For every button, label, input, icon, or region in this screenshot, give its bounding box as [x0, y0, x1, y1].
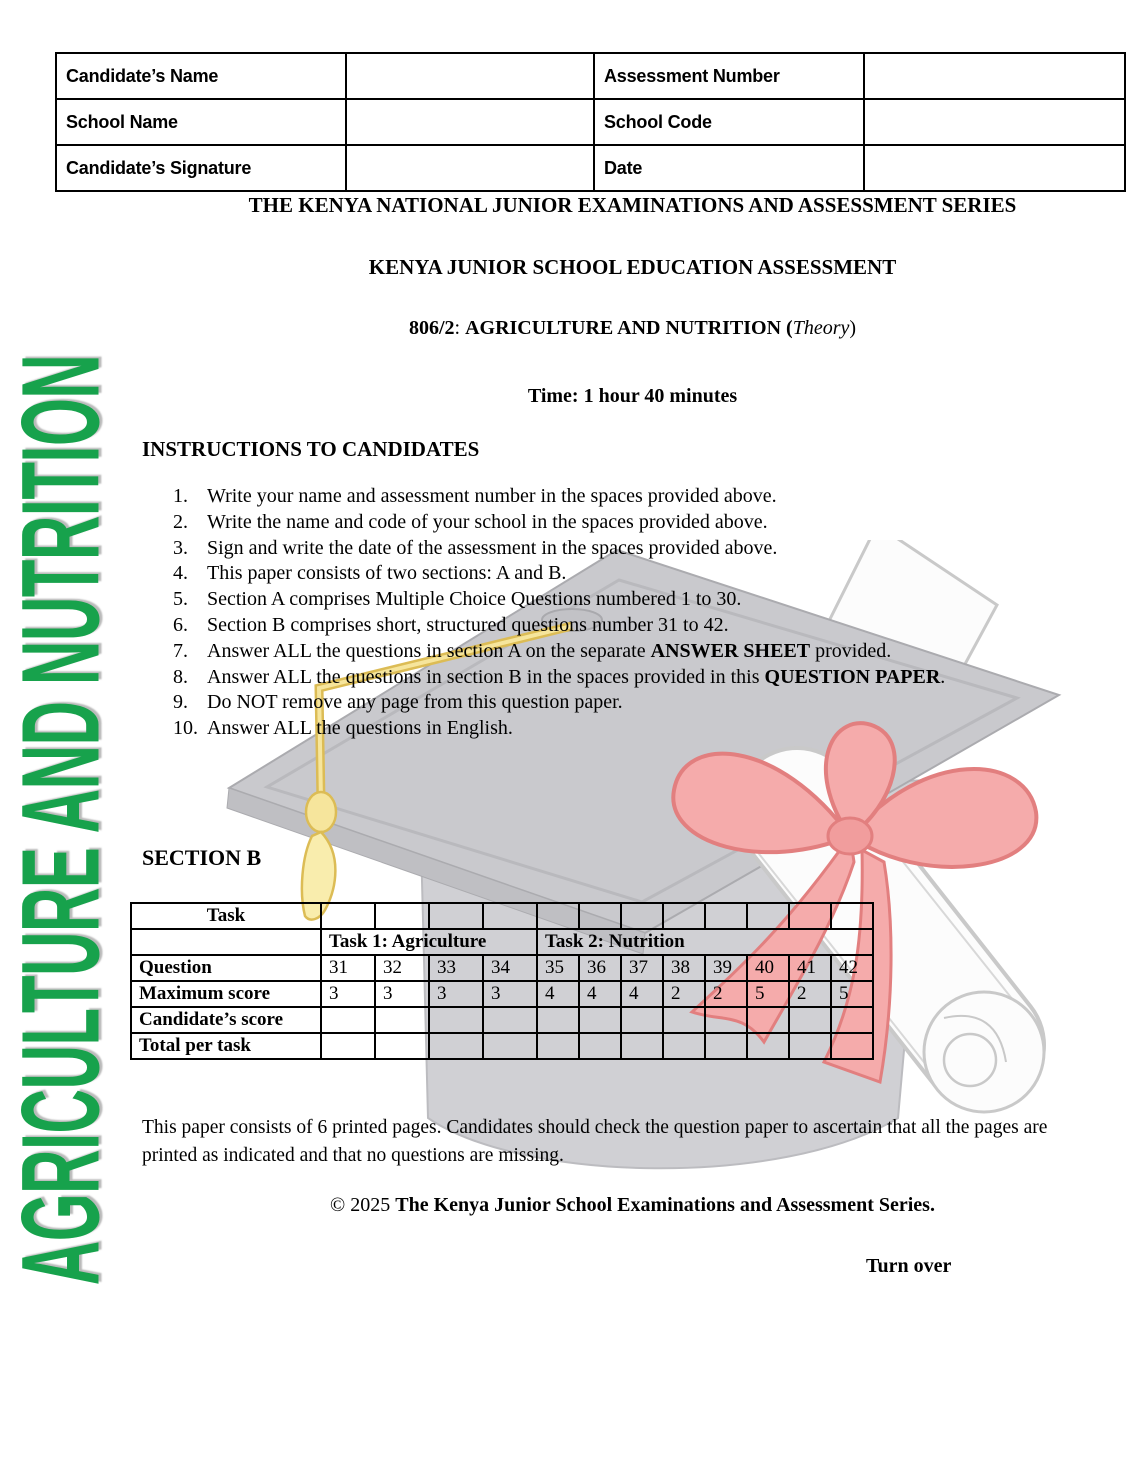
- score-table-body: [131, 903, 873, 1059]
- instruction-text: This paper consists of two sections: A and B.: [207, 562, 567, 585]
- copyright-line: [141, 1194, 1124, 1217]
- score-table-row: [131, 1007, 873, 1033]
- score-empty-cell: [483, 1033, 537, 1059]
- info-label-cell: Date: [594, 145, 864, 191]
- paper-code: 806/2: [408, 317, 455, 339]
- question-number-cell: 35: [537, 955, 579, 981]
- score-empty-cell: [789, 903, 831, 929]
- instruction-number: 5.: [173, 588, 188, 611]
- info-blank-cell: [864, 145, 1125, 191]
- info-label-cell: Assessment Number: [594, 53, 864, 99]
- max-score-cell: 4: [537, 981, 579, 1007]
- copyright-year: © 2025: [330, 1194, 396, 1216]
- info-table-row: [56, 145, 1125, 191]
- instruction-number: 6.: [173, 613, 188, 636]
- info-blank-cell: [346, 53, 594, 99]
- instruction-item: [173, 587, 1103, 613]
- score-empty-cell: [375, 903, 429, 929]
- max-score-cell: 2: [705, 981, 747, 1007]
- max-score-cell: 2: [663, 981, 705, 1007]
- score-empty-cell: [621, 903, 663, 929]
- task2-header-cell: Task 2: Nutrition: [537, 929, 873, 955]
- instruction-item: [173, 536, 1103, 562]
- instruction-text: Write your name and assessment number in the spaces provided above.: [207, 485, 777, 507]
- instruction-number: 10.: [173, 717, 198, 740]
- score-empty-cell: [831, 1007, 873, 1033]
- max-score-row-label: Maximum score: [131, 981, 321, 1007]
- instructions-heading: INSTRUCTIONS TO CANDIDATES: [142, 437, 480, 461]
- score-empty-cell: [375, 1033, 429, 1059]
- score-corner-cell: Task: [131, 903, 321, 929]
- section-b-heading: SECTION B: [142, 845, 262, 870]
- info-label-cell: Candidate’s Name: [56, 53, 346, 99]
- instructions-list: [173, 484, 1103, 742]
- max-score-cell: 3: [375, 981, 429, 1007]
- score-empty-cell: [663, 903, 705, 929]
- score-empty-cell: [705, 903, 747, 929]
- score-table-row: [131, 1033, 873, 1059]
- max-score-cell: 3: [483, 981, 537, 1007]
- question-number-cell: 42: [831, 955, 873, 981]
- score-empty-cell: [537, 1007, 579, 1033]
- score-table: [130, 902, 874, 1060]
- score-empty-cell: [375, 1007, 429, 1033]
- instruction-text: Sign and write the date of the assessment in the spaces provided above.: [207, 536, 778, 559]
- question-number-cell: 37: [621, 955, 663, 981]
- instruction-text: Answer ALL the questions in section B in the spaces provided in this QUESTION PAPER.: [207, 665, 946, 688]
- page-count-note: This paper consists of 6 printed pages. Candidates should check the question paper to ascertain that all the pages are printed as indicated and that no questions are missing.: [142, 1117, 1048, 1166]
- score-table-row: [131, 903, 873, 929]
- info-blank-cell: [346, 99, 594, 145]
- score-empty-cell: [131, 929, 321, 955]
- instruction-number: 3.: [173, 536, 188, 559]
- turn-over-label: Turn over: [866, 1255, 952, 1277]
- candidate-info-table: [55, 52, 1126, 192]
- paper-title: [141, 317, 1124, 340]
- question-number-cell: 41: [789, 955, 831, 981]
- question-row-label: Question: [131, 955, 321, 981]
- score-table-row: [131, 929, 873, 955]
- score-empty-cell: [483, 903, 537, 929]
- max-score-cell: 5: [747, 981, 789, 1007]
- max-score-cell: 4: [621, 981, 663, 1007]
- question-number-cell: 40: [747, 955, 789, 981]
- instruction-text-bold: ANSWER SHEET: [650, 639, 811, 662]
- vertical-subject-label: AGRICULTURE AND NUTRITION: [0, 354, 123, 1286]
- score-empty-cell: [621, 1033, 663, 1059]
- instruction-item: [173, 690, 1103, 716]
- score-empty-cell: [483, 1007, 537, 1033]
- max-score-cell: 3: [321, 981, 375, 1007]
- instruction-item: [173, 639, 1103, 665]
- max-score-cell: 5: [831, 981, 873, 1007]
- info-blank-cell: [864, 53, 1125, 99]
- instruction-text: Write the name and code of your school in the spaces provided above.: [207, 510, 768, 533]
- score-empty-cell: [705, 1033, 747, 1059]
- score-empty-cell: [321, 1033, 375, 1059]
- score-empty-cell: [579, 903, 621, 929]
- instruction-item: [173, 613, 1103, 639]
- max-score-cell: 3: [429, 981, 483, 1007]
- info-blank-cell: [864, 99, 1125, 145]
- question-number-cell: 36: [579, 955, 621, 981]
- max-score-cell: 2: [789, 981, 831, 1007]
- instruction-text: Do NOT remove any page from this question paper.: [207, 691, 623, 714]
- score-empty-cell: [747, 1033, 789, 1059]
- paper-subject: AGRICULTURE AND NUTRITION (: [465, 317, 793, 339]
- total-per-task-row-label: Total per task: [131, 1033, 321, 1059]
- score-empty-cell: [705, 1007, 747, 1033]
- instruction-text: Answer ALL the questions in English.: [207, 717, 513, 740]
- info-label-cell: Candidate’s Signature: [56, 145, 346, 191]
- paper-type: Theory: [792, 317, 850, 339]
- instruction-number: 7.: [173, 639, 188, 662]
- instruction-text-bold: QUESTION PAPER: [764, 665, 941, 688]
- candidate-score-row-label: Candidate’s score: [131, 1007, 321, 1033]
- score-empty-cell: [579, 1033, 621, 1059]
- question-number-cell: 33: [429, 955, 483, 981]
- info-table-row: [56, 53, 1125, 99]
- info-label-cell: School Code: [594, 99, 864, 145]
- info-table-row: [56, 99, 1125, 145]
- instruction-item: [173, 716, 1103, 742]
- question-number-cell: 31: [321, 955, 375, 981]
- paper-separator: :: [454, 317, 466, 339]
- info-label-cell: School Name: [56, 99, 346, 145]
- score-empty-cell: [537, 1033, 579, 1059]
- score-table-row: [131, 955, 873, 981]
- instruction-item: [173, 665, 1103, 691]
- assessment-title: KENYA JUNIOR SCHOOL EDUCATION ASSESSMENT: [368, 255, 897, 279]
- score-empty-cell: [321, 903, 375, 929]
- instruction-number: 9.: [173, 691, 188, 714]
- max-score-cell: 4: [579, 981, 621, 1007]
- score-empty-cell: [621, 1007, 663, 1033]
- question-number-cell: 39: [705, 955, 747, 981]
- instruction-number: 8.: [173, 665, 188, 688]
- score-empty-cell: [429, 1033, 483, 1059]
- time-allowed: Time: 1 hour 40 minutes: [527, 385, 738, 407]
- score-empty-cell: [537, 903, 579, 929]
- instruction-number: 4.: [173, 562, 188, 585]
- candidate-info-table-body: [56, 53, 1125, 191]
- score-empty-cell: [429, 903, 483, 929]
- paper-close-paren: ): [849, 317, 857, 339]
- score-empty-cell: [831, 903, 873, 929]
- instruction-item: [173, 484, 1103, 510]
- score-empty-cell: [747, 903, 789, 929]
- score-empty-cell: [663, 1007, 705, 1033]
- info-blank-cell: [346, 145, 594, 191]
- instruction-text: Section A comprises Multiple Choice Questions numbered 1 to 30.: [207, 588, 742, 611]
- question-number-cell: 38: [663, 955, 705, 981]
- score-empty-cell: [789, 1033, 831, 1059]
- score-empty-cell: [579, 1007, 621, 1033]
- instruction-item: [173, 510, 1103, 536]
- question-number-cell: 32: [375, 955, 429, 981]
- series-title: THE KENYA NATIONAL JUNIOR EXAMINATIONS AND ASSESSMENT SERIES: [248, 193, 1017, 217]
- score-empty-cell: [663, 1033, 705, 1059]
- score-empty-cell: [747, 1007, 789, 1033]
- instruction-item: [173, 561, 1103, 587]
- score-empty-cell: [429, 1007, 483, 1033]
- instruction-text: Answer ALL the questions in section A on the separate ANSWER SHEET provided.: [207, 639, 892, 662]
- score-empty-cell: [789, 1007, 831, 1033]
- question-number-cell: 34: [483, 955, 537, 981]
- task1-header-cell: Task 1: Agriculture: [321, 929, 537, 955]
- instruction-number: 2.: [173, 510, 188, 533]
- score-table-row: [131, 981, 873, 1007]
- copyright-owner: The Kenya Junior School Examinations and Assessment Series.: [395, 1194, 935, 1216]
- instruction-number: 1.: [173, 485, 188, 507]
- score-empty-cell: [831, 1033, 873, 1059]
- instruction-text: Section B comprises short, structured questions number 31 to 42.: [207, 613, 729, 636]
- score-empty-cell: [321, 1007, 375, 1033]
